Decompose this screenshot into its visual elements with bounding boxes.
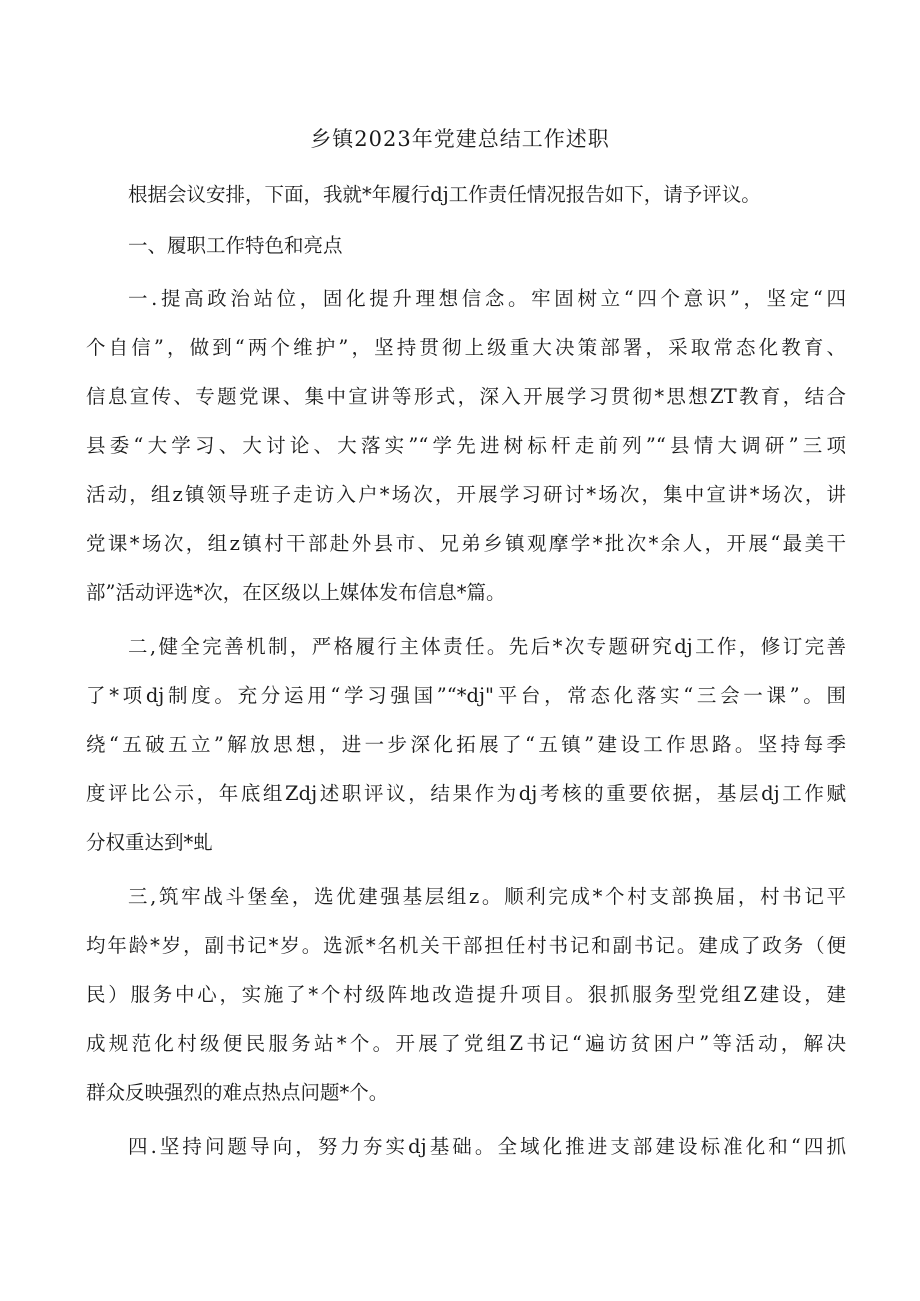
paragraph-3-line-1: 三,筑牢战斗堡垒，选优建强基层组z。顺利完成*个村支部换届，村书记平 xyxy=(128,885,846,908)
paragraph-2-line-3: 绕“五破五立”解放思想，进一步深化拓展了“五镇”建设工作思路。坚持每季 xyxy=(86,733,846,756)
paragraph-1-line-4: 县委“大学习、大讨论、大落实”“学先进树标杆走前列”“县情大调研”三项 xyxy=(86,434,846,457)
intro-line: 根据会议安排，下面，我就*年履行dj工作责任情况报告如下，请予评议。 xyxy=(128,183,761,206)
document-title: 乡镇2023年党建总结工作述职 xyxy=(310,127,610,151)
paragraph-2-line-4: 度评比公示，年底组Zdj述职评议，结果作为dj考核的重要依据，基层dj工作赋 xyxy=(86,782,846,805)
paragraph-1-line-6: 党课*场次，组z镇村干部赴外县市、兄弟乡镇观摩学*批次*余人，开展“最美干 xyxy=(86,532,846,555)
paragraph-1-line-1: 一.提高政治站位，固化提升理想信念。牢固树立“四个意识”，坚定“四 xyxy=(128,287,846,310)
paragraph-4-line-1: 四.坚持问题导向，努力夯实dj基础。全域化推进支部建设标准化和“四抓 xyxy=(128,1135,846,1158)
paragraph-1-line-5: 活动，组z镇领导班子走访入户*场次，开展学习研讨*场次，集中宣讲*场次，讲 xyxy=(86,483,846,506)
paragraph-3-line-2: 均年龄*岁，副书记*岁。选派*名机关干部担任村书记和副书记。建成了政务（便 xyxy=(86,934,846,957)
paragraph-3-line-5: 群众反映强烈的难点热点问题*个。 xyxy=(86,1081,389,1104)
section-heading: 一、履职工作特色和亮点 xyxy=(128,234,343,257)
paragraph-1-line-3: 信息宣传、专题党课、集中宣讲等形式，深入开展学习贯彻*思想ZT教育，结合 xyxy=(86,385,846,408)
paragraph-3-line-4: 成规范化村级便民服务站*个。开展了党组Z书记“遍访贫困户”等活动，解决 xyxy=(86,1032,846,1055)
paragraph-1-line-7: 部”活动评选*次，在区级以上媒体发布信息*篇。 xyxy=(86,581,506,604)
paragraph-1-line-2: 个自信”，做到“两个维护”，坚持贯彻上级重大决策部署，采取常态化教育、 xyxy=(86,336,846,359)
paragraph-3-line-3: 民）服务中心，实施了*个村级阵地改造提升项目。狠抓服务型党组Z建设，建 xyxy=(86,983,846,1006)
paragraph-2-line-2: 了*项dj制度。充分运用“学习强国”“*dj"平台，常态化落实“三会一课”。围 xyxy=(86,684,846,707)
paragraph-2-line-5: 分权重达到*虬 xyxy=(86,831,213,854)
paragraph-2-line-1: 二,健全完善机制，严格履行主体责任。先后*次专题研究dj工作，修订完善 xyxy=(128,635,846,658)
